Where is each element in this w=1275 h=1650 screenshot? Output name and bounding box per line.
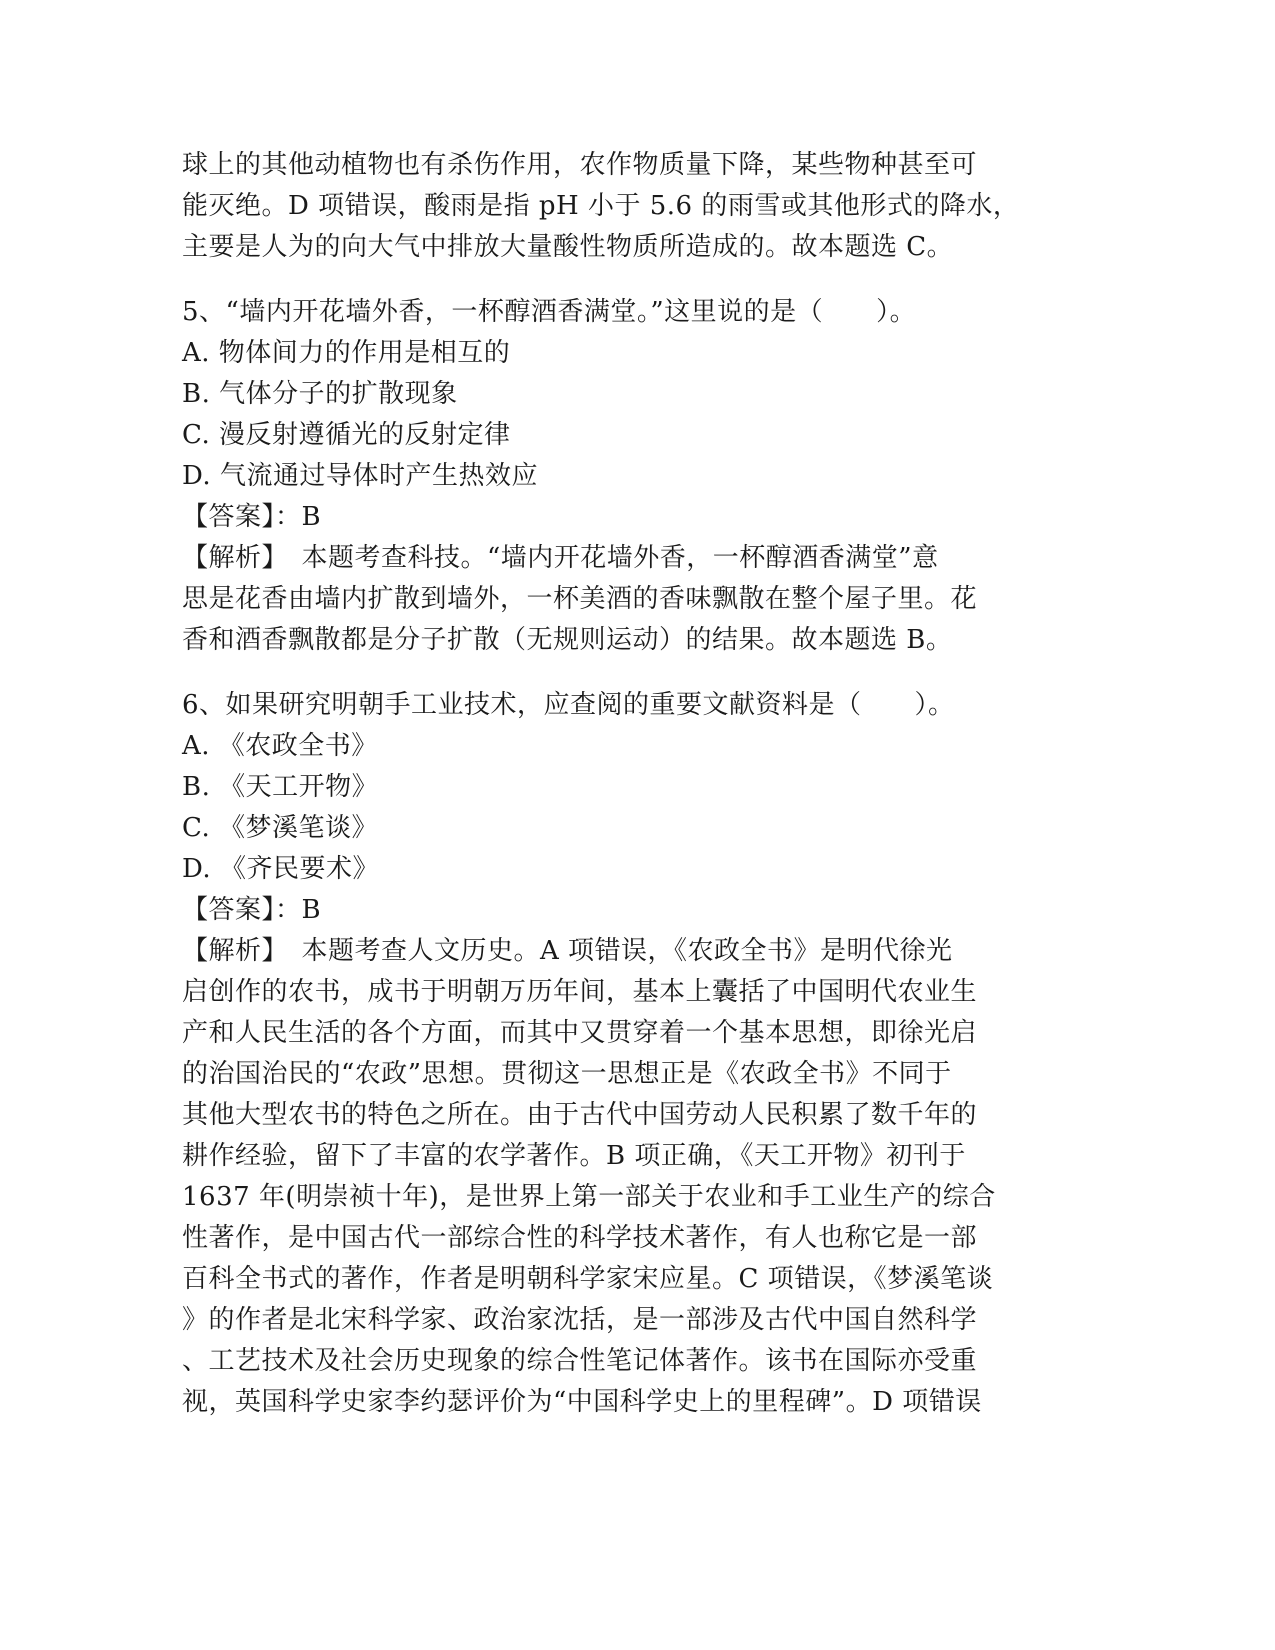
explanation-line: 香和酒香飘散都是分子扩散（无规则运动）的结果。故本题选 B。 xyxy=(182,625,953,655)
document-page xyxy=(182,145,1032,1423)
explanation-line: 思是花香由墙内扩散到墙外，一杯美酒的香味飘散在整个屋子里。花 xyxy=(182,584,978,614)
explanation-line: 的治国治民的“农政”思想。贯彻这一思想正是《农政全书》不同于 xyxy=(182,1059,952,1089)
answer-line: 【答案】：B xyxy=(182,502,322,532)
explanation-line: 视，英国科学史家李约瑟评价为“中国科学史上的里程碑”。D 项错误 xyxy=(182,1387,982,1417)
explanation-line: 【解析】 本题考查人文历史。A 项错误，《农政全书》是明代徐光 xyxy=(182,936,953,966)
option-d: D. 《齐民要术》 xyxy=(182,854,379,884)
explanation-line: 产和人民生活的各个方面，而其中又贯穿着一个基本思想，即徐光启 xyxy=(182,1018,978,1048)
text-line: 能灭绝。D 项错误，酸雨是指 pH 小于 5.6 的雨雪或其他形式的降水， xyxy=(182,191,1020,221)
option-d: D. 气流通过导体时产生热效应 xyxy=(182,461,538,491)
explanation-line: 耕作经验，留下了丰富的农学著作。B 项正确，《天工开物》初刊于 xyxy=(182,1141,966,1171)
option-c: C. 《梦溪笔谈》 xyxy=(182,813,378,843)
previous-explanation-continuation xyxy=(182,145,1032,268)
explanation-line: 、工艺技术及社会历史现象的综合性笔记体著作。该书在国际亦受重 xyxy=(182,1346,978,1376)
option-b: B. 气体分子的扩散现象 xyxy=(182,379,458,409)
option-a: A. 《农政全书》 xyxy=(182,731,378,761)
answer-line: 【答案】：B xyxy=(182,895,322,925)
explanation-line: 百科全书式的著作，作者是明朝科学家宋应星。C 项错误，《梦溪笔谈 xyxy=(182,1264,994,1294)
question-stem: 5、“墙内开花墙外香，一杯醇酒香满堂。”这里说的是（ ）。 xyxy=(182,297,917,327)
text-line: 主要是人为的向大气中排放大量酸性物质所造成的。故本题选 C。 xyxy=(182,232,954,262)
explanation-line: 1637 年(明崇祯十年)，是世界上第一部关于农业和手工业生产的综合 xyxy=(182,1182,996,1212)
option-c: C. 漫反射遵循光的反射定律 xyxy=(182,420,511,450)
explanation xyxy=(182,931,1032,1423)
explanation-line: 其他大型农书的特色之所在。由于古代中国劳动人民积累了数千年的 xyxy=(182,1100,978,1130)
explanation xyxy=(182,538,1032,661)
explanation-line: 》的作者是北宋科学家、政治家沈括，是一部涉及古代中国自然科学 xyxy=(182,1305,978,1335)
option-b: B. 《天工开物》 xyxy=(182,772,379,802)
question-6 xyxy=(182,685,1032,1423)
question-stem: 6、如果研究明朝手工业技术，应查阅的重要文献资料是（ ）。 xyxy=(182,690,955,720)
explanation-line: 性著作，是中国古代一部综合性的科学技术著作，有人也称它是一部 xyxy=(182,1223,978,1253)
option-a: A. 物体间力的作用是相互的 xyxy=(182,338,511,368)
text-line: 球上的其他动植物也有杀伤作用，农作物质量下降，某些物种甚至可 xyxy=(182,150,978,180)
explanation-line: 【解析】 本题考查科技。“墙内开花墙外香，一杯醇酒香满堂”意 xyxy=(182,543,939,573)
question-5 xyxy=(182,292,1032,661)
explanation-line: 启创作的农书，成书于明朝万历年间，基本上囊括了中国明代农业生 xyxy=(182,977,978,1007)
